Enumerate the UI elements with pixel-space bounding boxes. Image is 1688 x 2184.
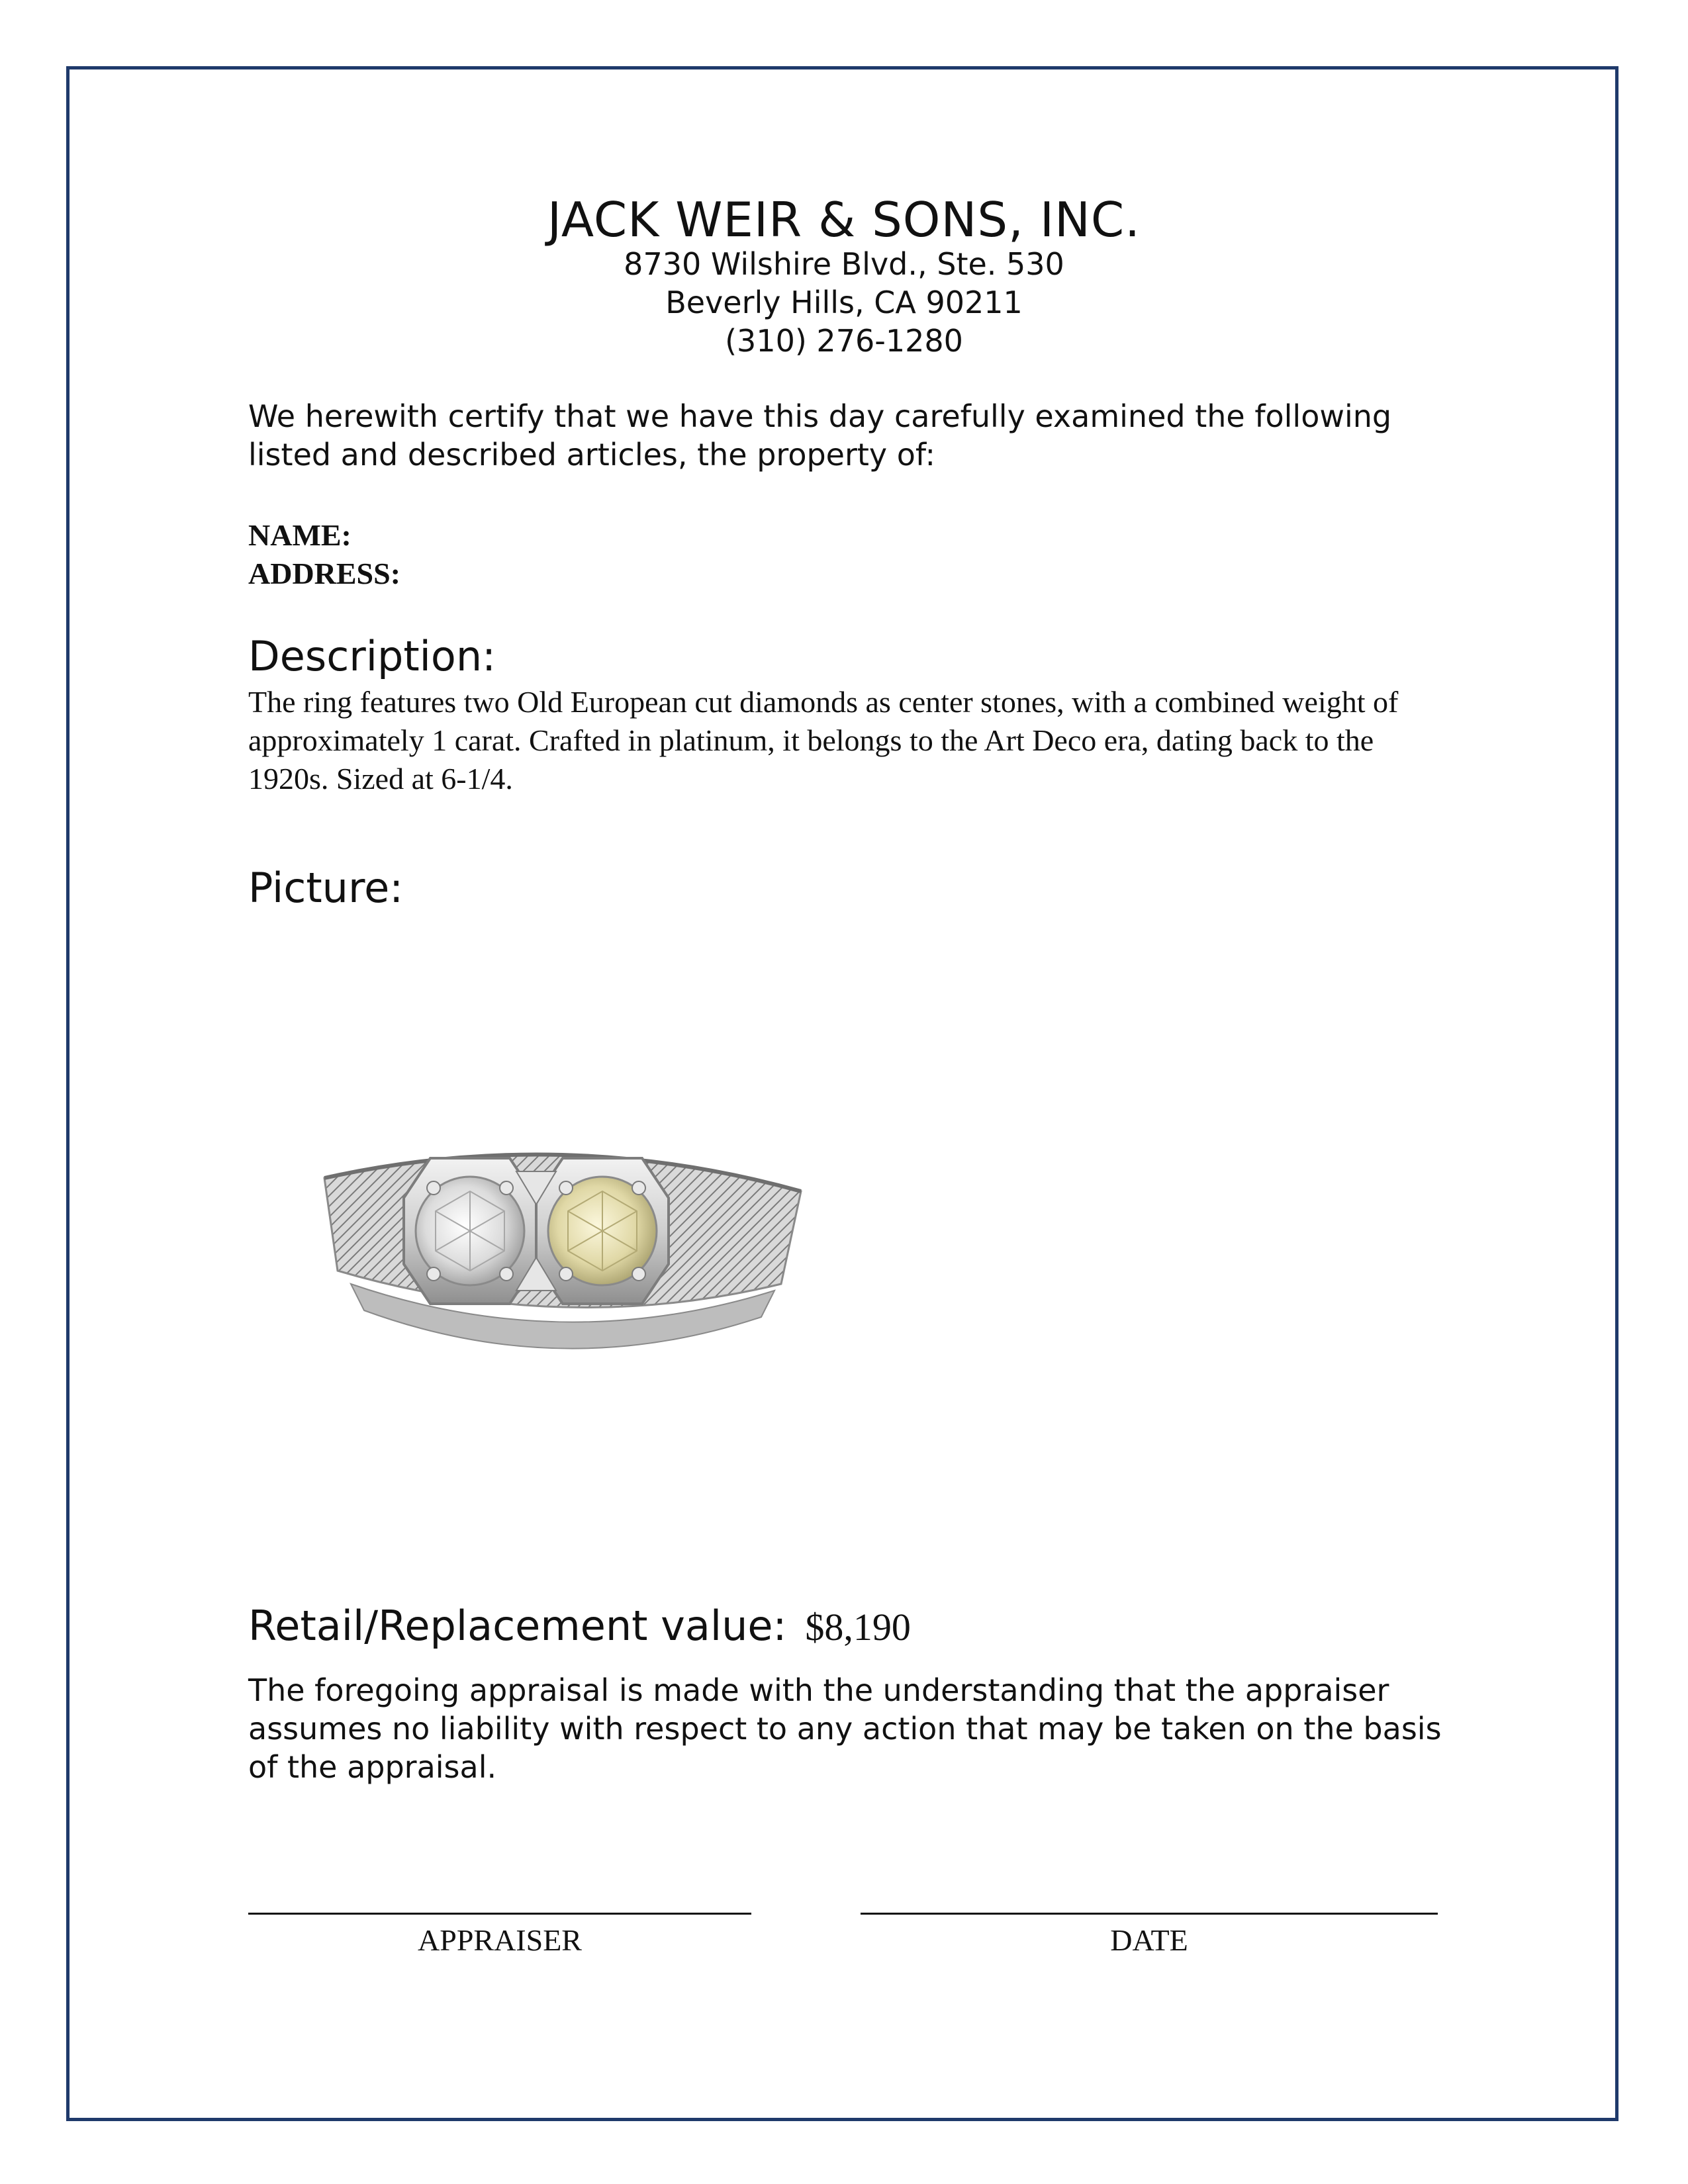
address-label: ADDRESS: [248,557,401,590]
date-label: DATE [1110,1923,1188,1957]
page-border [66,66,1618,2121]
appraiser-label: APPRAISER [418,1923,582,1957]
company-phone: (310) 276-1280 [725,323,963,359]
company-address-line1: 8730 Wilshire Blvd., Ste. 530 [624,246,1064,282]
certification-intro: We herewith certify that we have this day carefully examined the following listed and described articles, the property of: [248,398,1392,473]
company-address-line2: Beverly Hills, CA 90211 [665,285,1023,320]
picture-heading: Picture: [248,864,404,912]
value-row [248,1602,911,1650]
description-text: The ring features two Old European cut diamonds as center stones, with a combined weight of approximately 1 carat. Crafted in platinum, it belongs to the Art Deco era, dating back to the 1920s. Sized at 6-1/4. [248,685,1399,796]
company-name: JACK WEIR & SONS, INC. [547,192,1141,248]
appraiser-signature-line [248,1913,751,1915]
disclaimer-text: The foregoing appraisal is made with the understanding that the appraiser assumes no liability with respect to any action that may be taken on the basis of the appraisal. [248,1672,1442,1785]
ring-photo [311,1118,814,1403]
description-heading: Description: [248,632,496,680]
value-amount: $8,190 [805,1606,911,1649]
name-label: NAME: [248,518,352,552]
value-label: Retail/Replacement value: [248,1602,787,1650]
date-signature-line [861,1913,1438,1915]
